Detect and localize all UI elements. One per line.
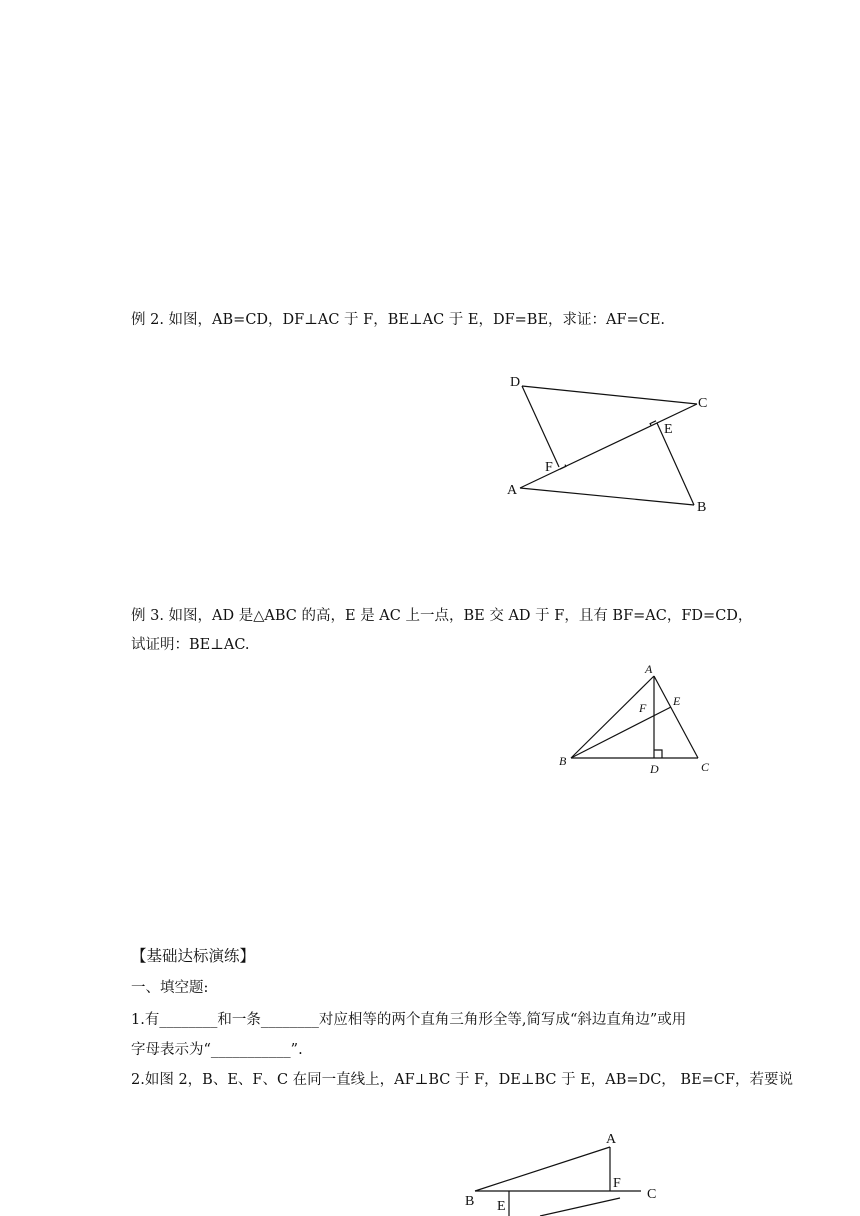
- label-a: A: [645, 662, 653, 676]
- segment-ab: [475, 1147, 610, 1191]
- label-b: B: [697, 500, 707, 515]
- segment-dc: [540, 1198, 620, 1216]
- label-d: D: [510, 375, 521, 390]
- segment-dc: [522, 386, 697, 404]
- question1-line2: 字母表示为“___________”.: [131, 1042, 303, 1058]
- label-f: F: [545, 460, 553, 475]
- segment-ac: [654, 676, 698, 758]
- right-angle-mark-d: [654, 750, 662, 758]
- label-d: D: [650, 762, 659, 775]
- label-b: B: [465, 1194, 475, 1209]
- example2-statement: 例 2. 如图，AB=CD，DF⊥AC 于 F，BE⊥AC 于 E，DF=BE，求证：AF=CE.: [131, 312, 666, 328]
- example3-statement-line2: 试证明：BE⊥AC.: [131, 637, 250, 653]
- label-e: E: [497, 1199, 506, 1214]
- label-f: F: [639, 701, 647, 715]
- label-e: E: [673, 694, 681, 708]
- section-heading: 【基础达标演练】: [131, 947, 256, 965]
- label-c: C: [698, 396, 708, 411]
- label-a: A: [507, 483, 518, 498]
- label-e: E: [664, 422, 673, 437]
- segment-ab: [520, 488, 694, 505]
- example2-figure: [500, 368, 720, 518]
- right-angle-mark-f: [560, 465, 566, 470]
- part-one-title: 一、填空题:: [131, 980, 209, 996]
- example3-figure: [555, 660, 715, 775]
- label-a: A: [606, 1132, 617, 1147]
- label-f: F: [613, 1176, 621, 1191]
- example3-statement-line1: 例 3. 如图，AD 是△ABC 的高，E 是 AC 上一点，BE 交 AD 于 F，且有 BF=AC，FD=CD，: [131, 608, 753, 624]
- segment-be: [657, 423, 694, 505]
- question2-line1: 2.如图 2，B、E、F、C 在同一直线上，AF⊥BC 于 F，DE⊥BC 于 E，AB=DC， BE=CF，若要说: [131, 1072, 793, 1088]
- segment-ac: [520, 404, 697, 488]
- figure2: [455, 1125, 675, 1216]
- segment-df: [522, 386, 559, 467]
- label-b: B: [559, 754, 567, 768]
- label-c: C: [647, 1187, 657, 1202]
- label-c: C: [701, 760, 710, 774]
- segment-ab: [571, 676, 654, 758]
- question1-line1: 1.有________和一条________对应相等的两个直角三角形全等,简写成“斜边直角边”或用: [131, 1012, 687, 1028]
